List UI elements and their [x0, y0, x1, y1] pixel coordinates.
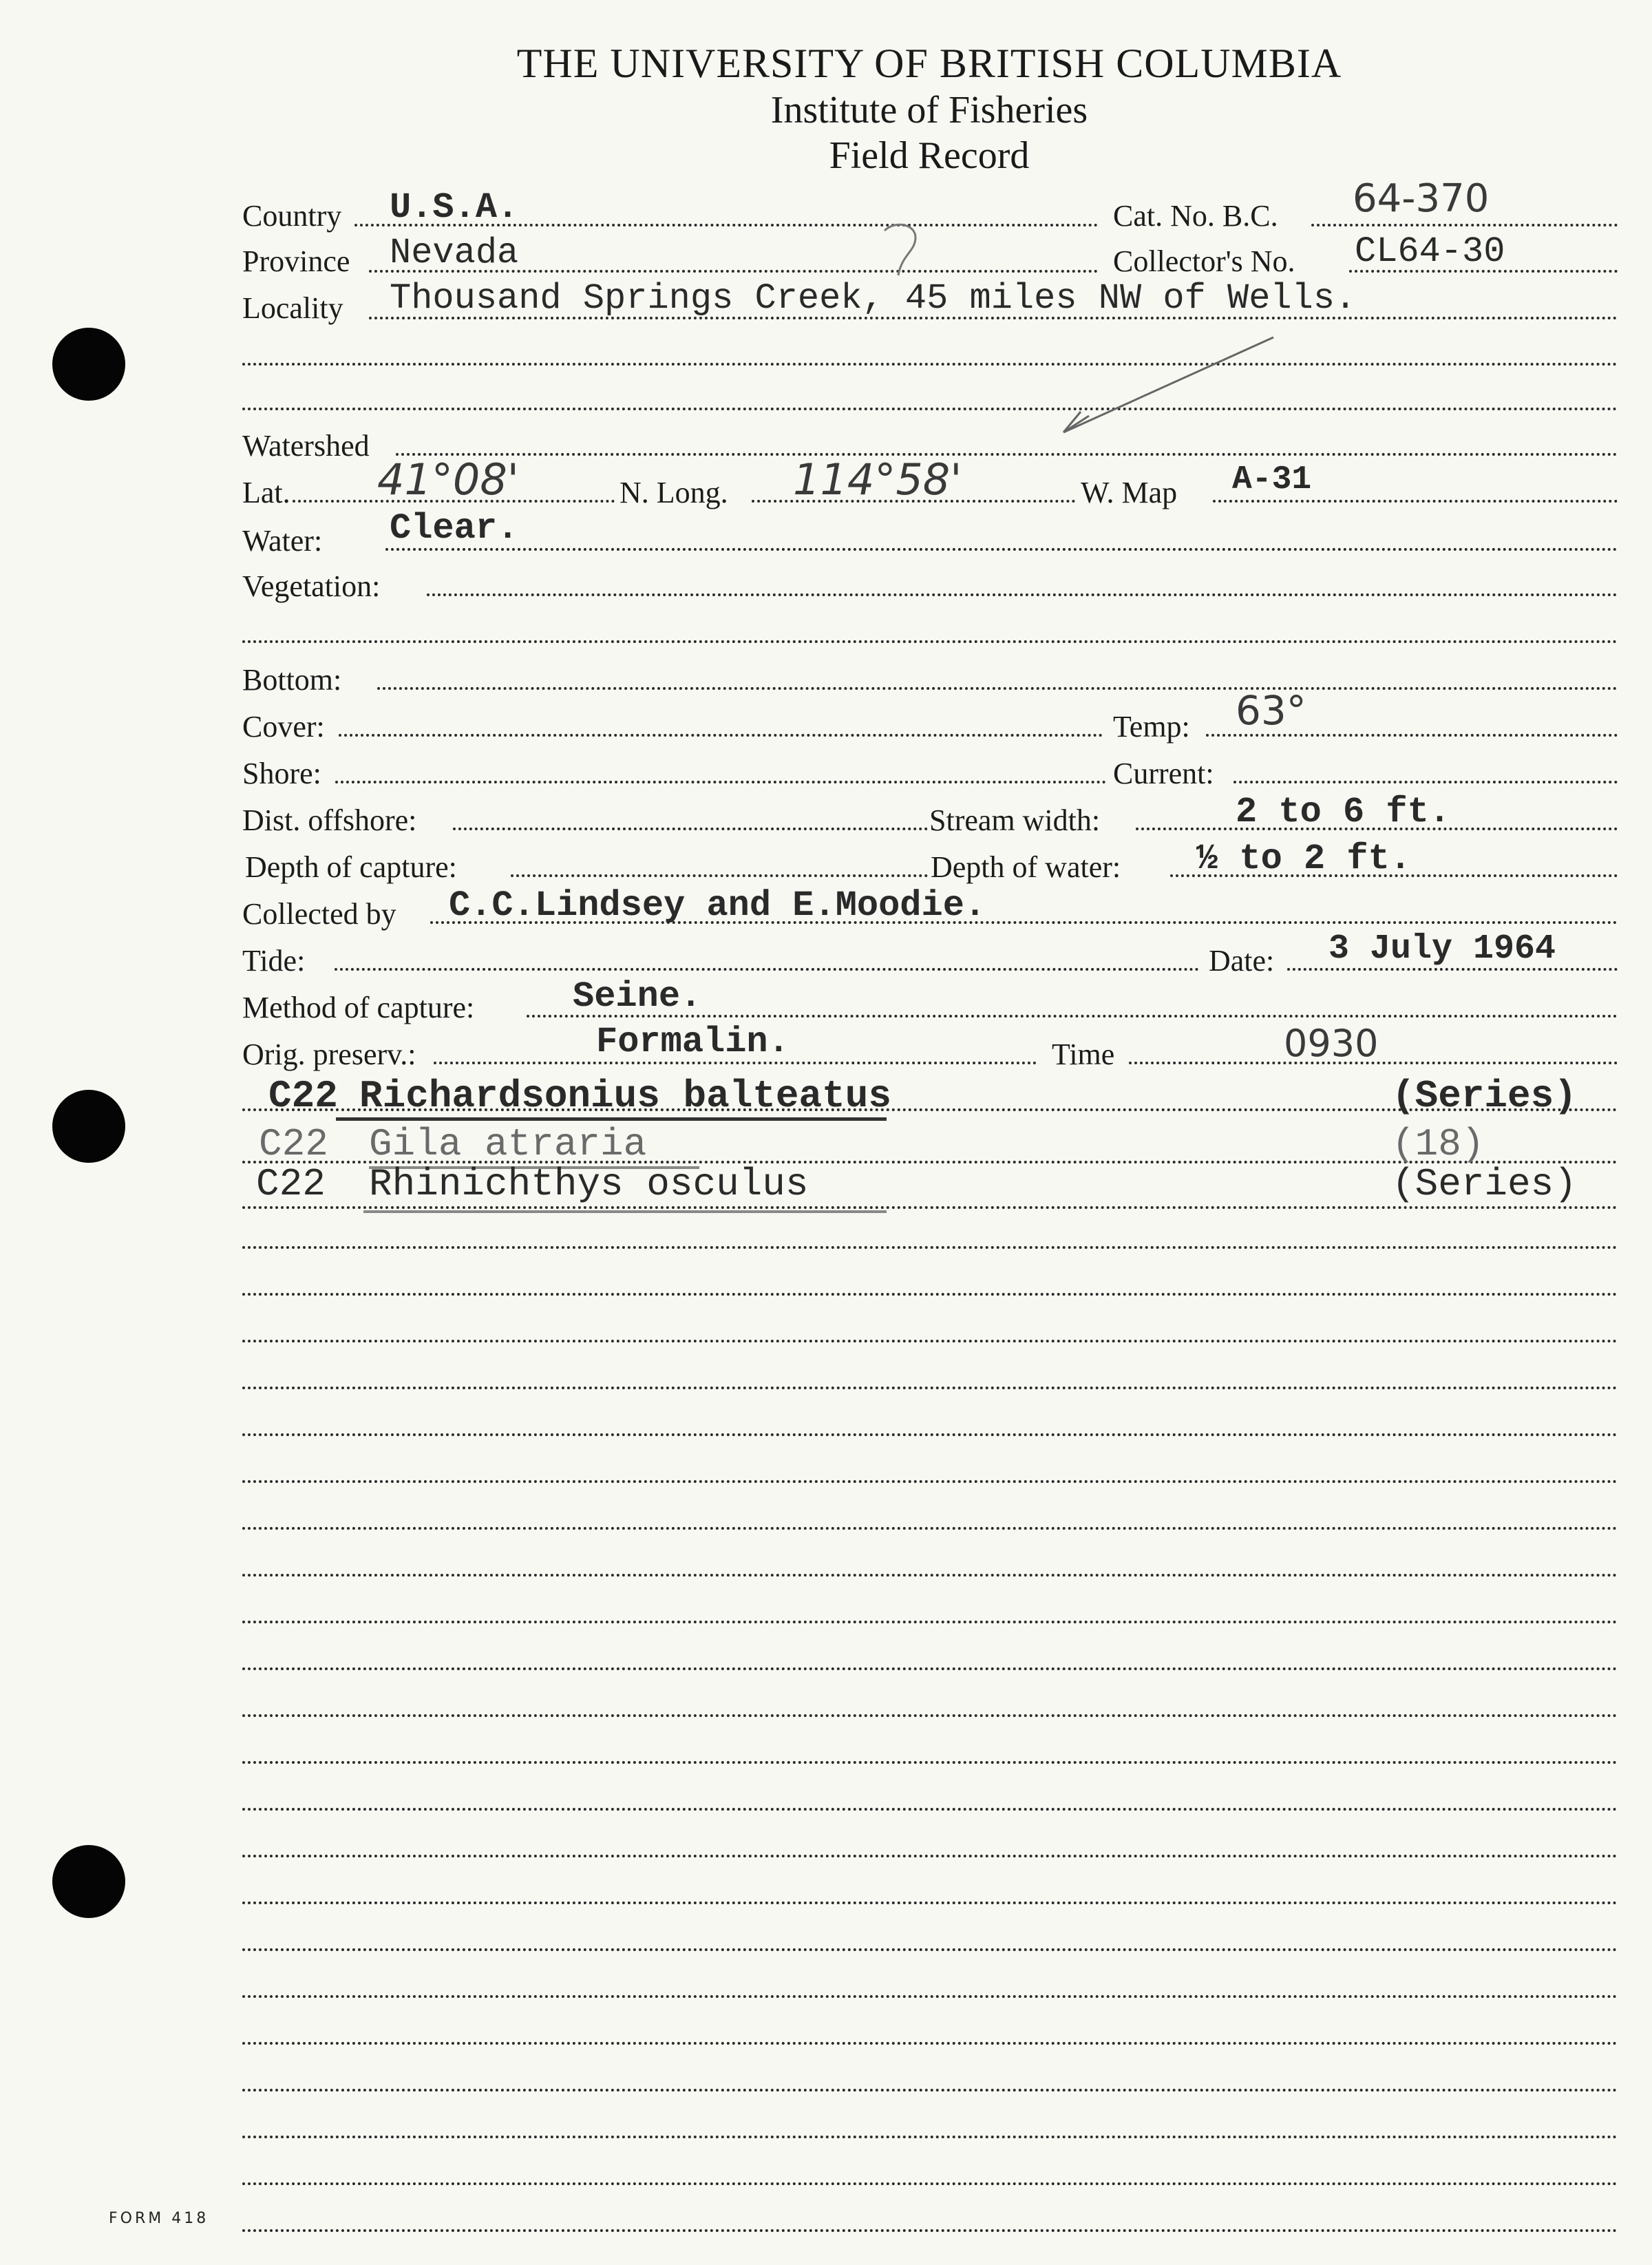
form-number: FORM 418 [109, 2210, 209, 2227]
depth-capture-label: Depth of capture: [245, 850, 457, 884]
current-label: Current: [1113, 757, 1214, 790]
preserv-label: Orig. preserv.: [242, 1037, 416, 1071]
stream-width-label: Stream width: [929, 803, 1101, 837]
question-mark-icon [885, 224, 915, 275]
province-label: Province [242, 244, 350, 278]
species-code-2: C22 [259, 1122, 328, 1166]
method-value: Seine. [573, 976, 702, 1017]
depth-water-value: ½ to 2 ft. [1196, 839, 1412, 879]
n-long-label: N. Long. [620, 476, 728, 509]
method-label: Method of capture: [242, 991, 475, 1024]
depth-water-label: Depth of water: [931, 850, 1121, 884]
temp-label: Temp: [1113, 710, 1190, 744]
cat-no-label: Cat. No. B.C. [1113, 199, 1278, 233]
water-label: Water: [242, 524, 323, 558]
bottom-label: Bottom: [242, 663, 342, 697]
country-label: Country [242, 199, 342, 233]
species-name-3: Rhinichthys osculus [369, 1162, 809, 1206]
cat-no-value: 64-370 [1353, 176, 1490, 221]
time-label: Time [1052, 1037, 1115, 1071]
shore-label: Shore: [242, 757, 321, 790]
date-label: Date: [1209, 944, 1275, 978]
date-value: 3 July 1964 [1328, 929, 1556, 969]
species-count-3: (Series) [1392, 1162, 1577, 1206]
temp-value: 63° [1236, 687, 1306, 734]
species-count-2: (18) [1392, 1122, 1485, 1166]
stream-width-value: 2 to 6 ft. [1236, 792, 1451, 832]
species-name-2: Gila atraria [369, 1122, 647, 1166]
vegetation-label: Vegetation: [242, 569, 381, 603]
locality-label: Locality [242, 291, 343, 325]
country-value: U.S.A. [390, 187, 519, 228]
form-title: Field Record [829, 134, 1030, 177]
species-name-1: Richardsonius balteatus [359, 1074, 891, 1118]
pencil-arrow-line [1063, 337, 1273, 432]
preserv-value: Formalin. [596, 1022, 790, 1062]
province-value: Nevada [390, 233, 519, 273]
species-count-1: (Series) [1392, 1074, 1577, 1118]
dist-offshore-label: Dist. offshore: [242, 803, 417, 837]
watershed-label: Watershed [242, 429, 370, 463]
species-code-1: C22 [268, 1074, 338, 1118]
species-code-3: C22 [256, 1162, 326, 1206]
map-value: A-31 [1232, 461, 1312, 498]
cover-label: Cover: [242, 710, 325, 744]
tide-label: Tide: [242, 944, 306, 978]
collector-no-value: CL64-30 [1355, 231, 1505, 272]
lat-value: 41°08' [377, 454, 519, 505]
water-value: Clear. [390, 508, 519, 549]
collector-no-label: Collector's No. [1113, 244, 1295, 278]
collected-by-value: C.C.Lindsey and E.Moodie. [449, 885, 986, 926]
time-value: 0930 [1284, 1022, 1379, 1065]
locality-value: Thousand Springs Creek, 45 miles NW of Wells. [390, 278, 1357, 319]
w-map-label: W. Map [1081, 476, 1178, 509]
collected-by-label: Collected by [242, 897, 396, 931]
institute-subtitle: Institute of Fisheries [770, 89, 1088, 131]
lat-label: Lat. [242, 476, 290, 509]
institution-title: THE UNIVERSITY OF BRITISH COLUMBIA [516, 41, 1342, 86]
long-value: 114°58' [793, 454, 962, 505]
